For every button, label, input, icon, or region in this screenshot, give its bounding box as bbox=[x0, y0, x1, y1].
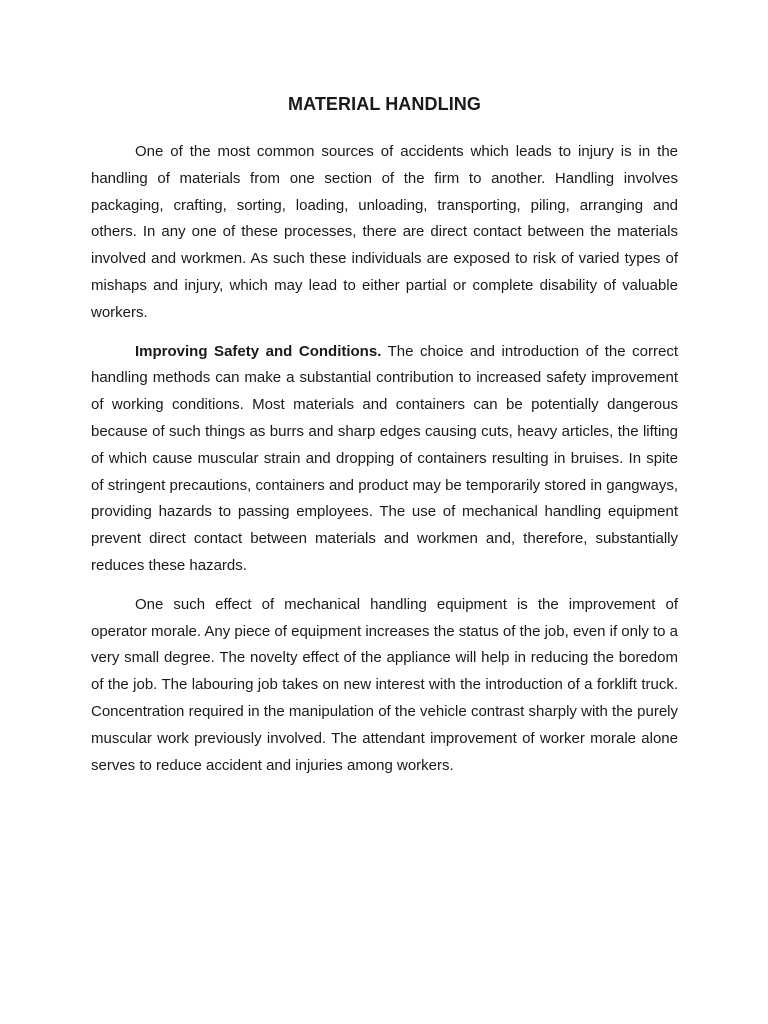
paragraph-body-text: The choice and introduction of the correct handling methods can make a substantial contribution to increased safety improvement of working conditions. Most materials and containers can be potentially dangerous because of such things as burrs and sharp edges causing cuts, heavy articles, the lifting of which cause muscular strain and dropping of containers resulting in bruises. In spite of stringent precautions, containers and product may be temporarily stored in gangways, providing hazards to passing employees. The use of mechanical handling equipment prevent direct contact between materials and workmen and, therefore, substantially reduces these hazards. bbox=[91, 342, 678, 574]
paragraph-accident-sources bbox=[91, 139, 678, 327]
document-page bbox=[91, 92, 678, 791]
document-title: MATERIAL HANDLING bbox=[287, 94, 482, 114]
paragraph-body-text: One such effect of mechanical handling equipment is the improvement of operator morale. Any piece of equipment increases the status of the job, even if only to a very small degree. The novelty effect of the appliance will help in reducing the boredom of the job. The labouring job takes on new interest with the introduction of a forklift truck. Concentration required in the manipulation of the vehicle contrast sharply with the purely muscular work previously involved. The attendant improvement of worker morale alone serves to reduce accident and injuries among workers. bbox=[91, 595, 679, 774]
paragraph-improving-safety bbox=[91, 339, 678, 580]
paragraph-operator-morale bbox=[91, 592, 678, 780]
paragraph-body-text: One of the most common sources of accidents which leads to injury is in the handling of materials from one section of the firm to another. Handling involves packaging, crafting, sorting, loading, unloading, transporting, piling, arranging and others. In any one of these processes, there are direct contact between the materials involved and workmen. As such these individuals are exposed to risk of varied types of mishaps and injury, which may lead to either partial or complete disability of valuable workers. bbox=[91, 143, 678, 321]
paragraph-lead-heading: Improving Safety and Conditions. bbox=[135, 342, 382, 360]
